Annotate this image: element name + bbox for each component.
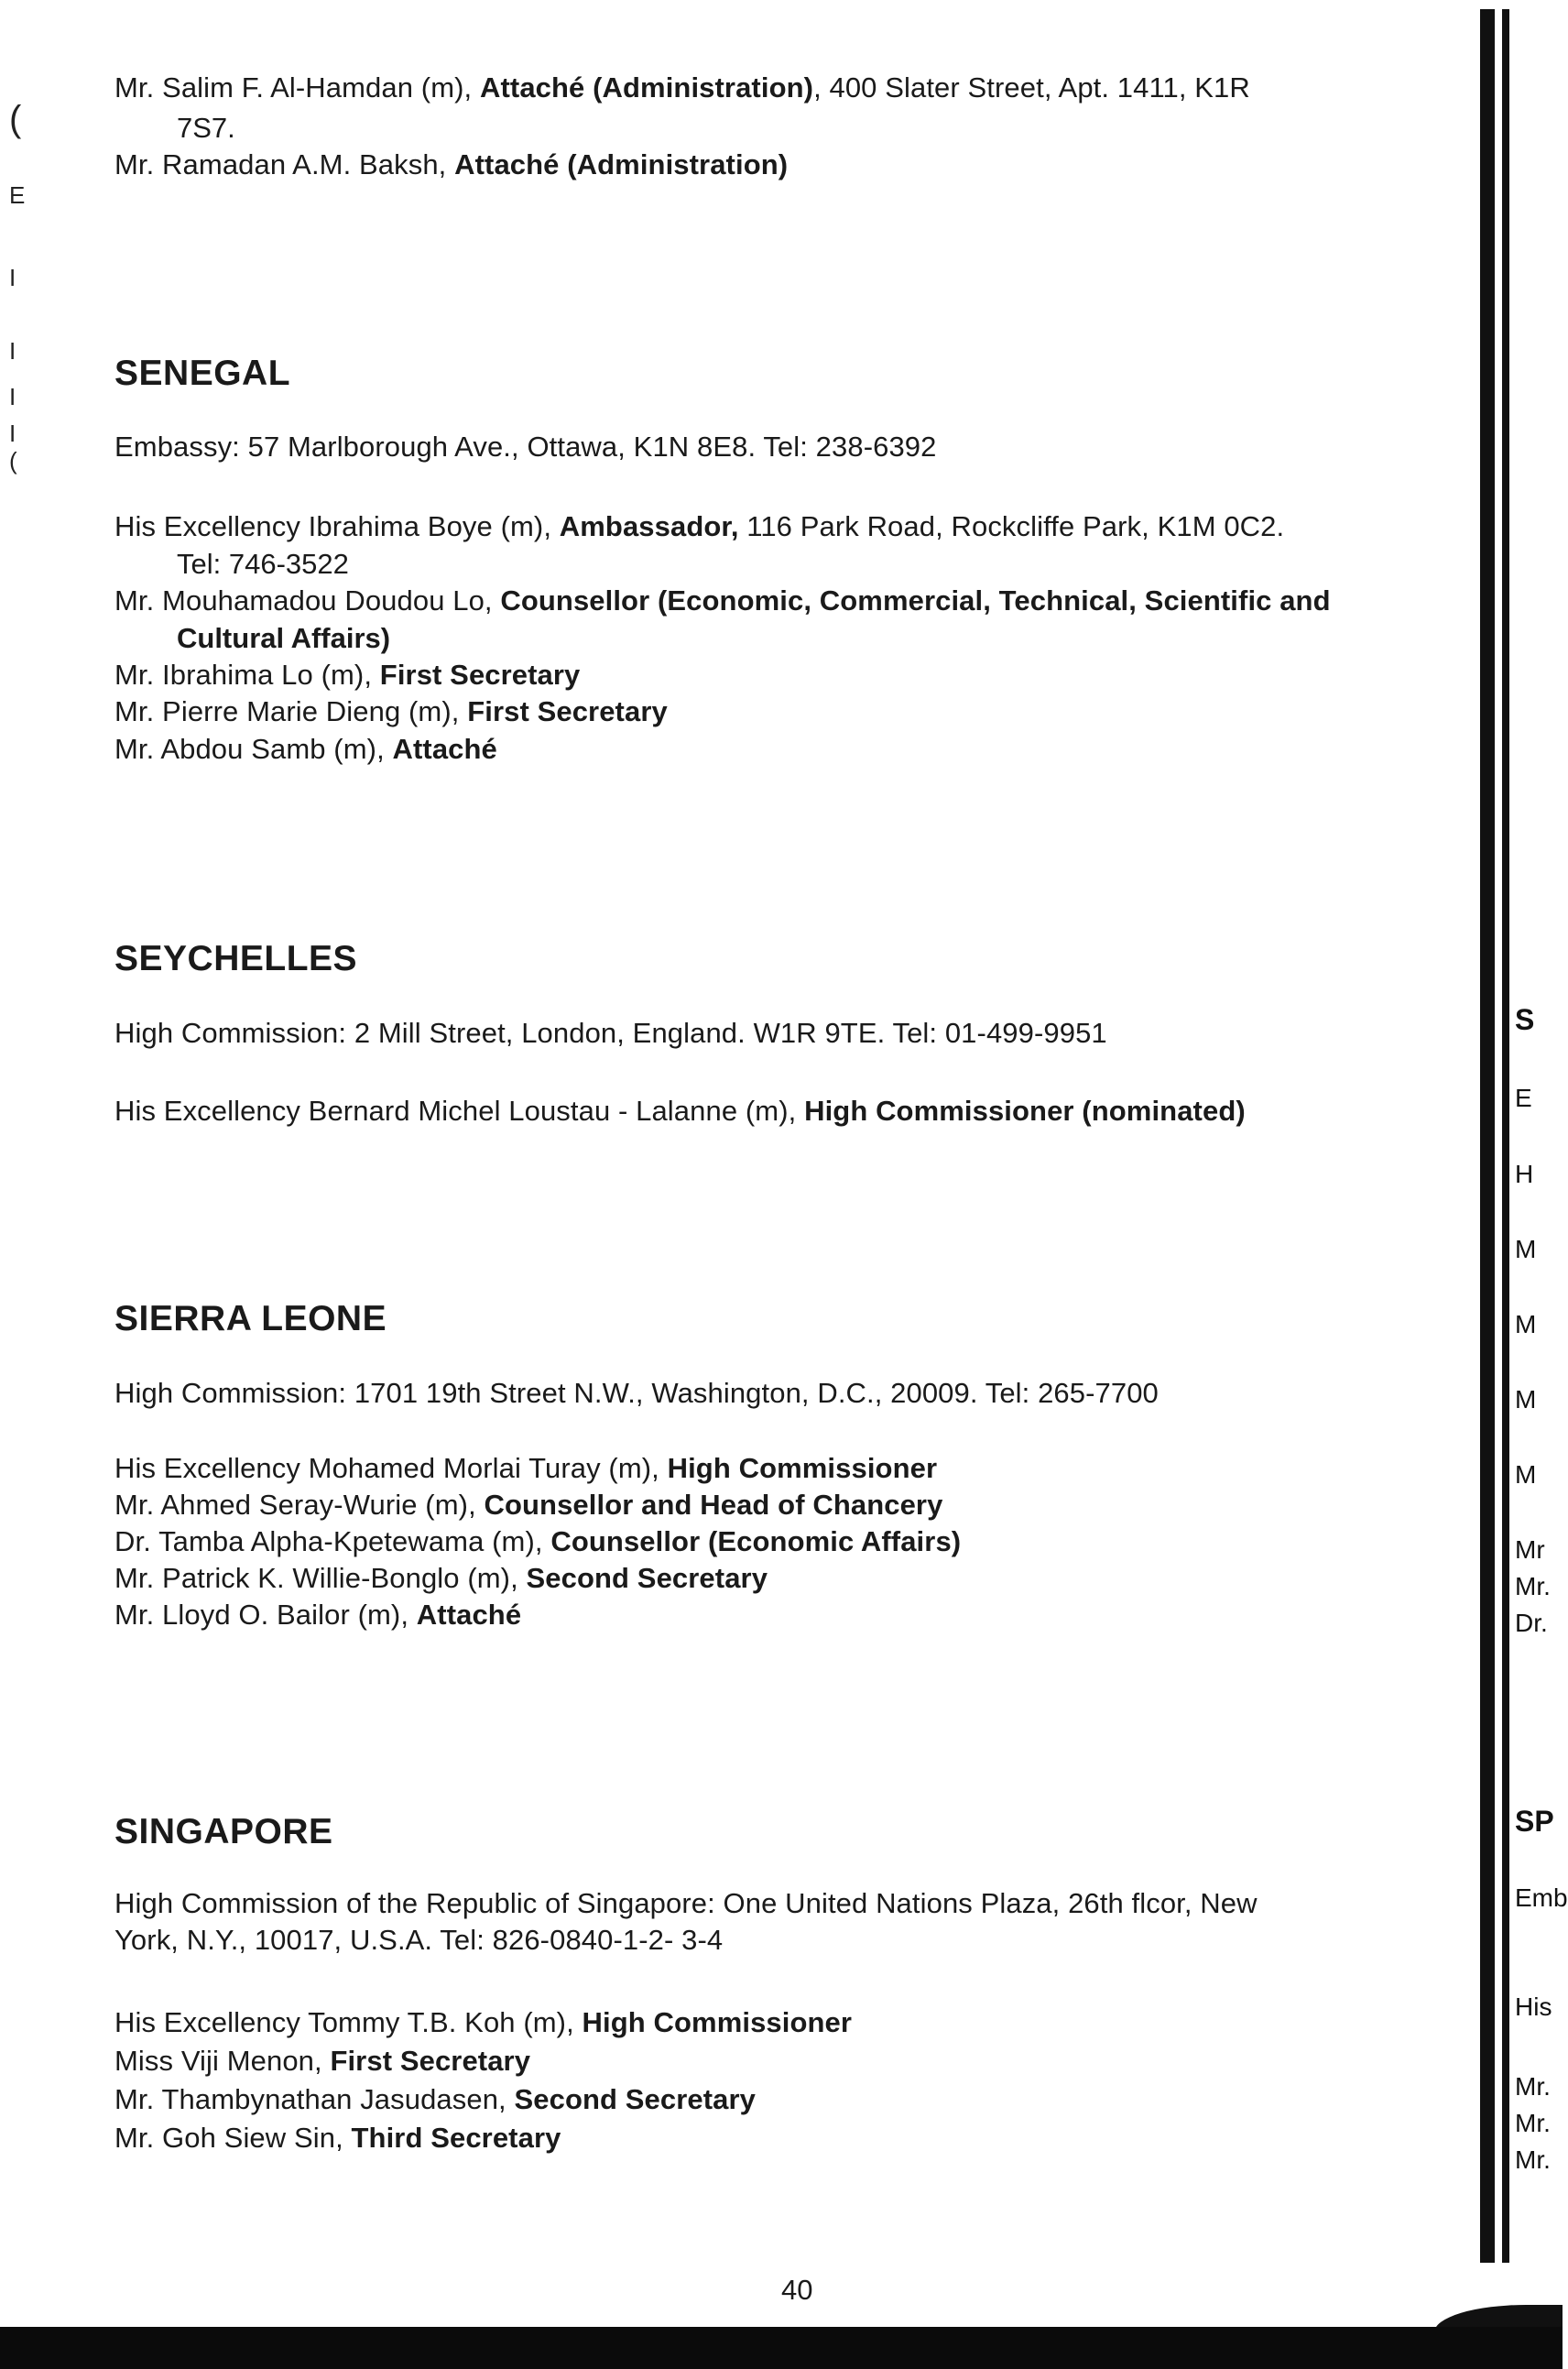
entry-title: High Commissioner [582,2006,853,2038]
entry-name: Dr. Tamba Alpha-Kpetewama (m), [114,1525,551,1557]
entry-line [114,695,668,728]
entry-line [114,1599,521,1632]
entry-name: Mr. Mouhamadou Doudou Lo, [114,584,501,617]
entry-continuation: Cultural Affairs) [177,622,391,654]
entry-line [114,1095,1246,1128]
mission-address: Embassy: 57 Marlborough Ave., Ottawa, K1N 8E8. Tel: 238-6392 [114,431,937,463]
right-fragment: Mr. [1515,2109,1551,2137]
entry-line [114,148,788,181]
entry-address: , 400 Slater Street, Apt. 1411, K1R [813,71,1250,104]
entry-continuation: Tel: 746-3522 [177,548,349,580]
entry-line [114,1562,768,1595]
entry-title: Second Secretary [514,2083,756,2115]
right-fragment: M [1515,1310,1537,1338]
right-fragment: Dr. [1515,1609,1548,1637]
left-fragment: I [9,383,16,410]
entry-line [114,2083,756,2116]
entry-address: 116 Park Road, Rockcliffe Park, K1M 0C2. [738,510,1285,542]
right-fragment: SP [1515,1805,1554,1838]
mission-address: High Commission: 1701 19th Street N.W., Washington, D.C., 20009. Tel: 265-7700 [114,1377,1159,1409]
entry-line [114,1452,937,1485]
right-fragment: M [1515,1235,1537,1263]
entry-name: His Excellency Tommy T.B. Koh (m), [114,2006,583,2038]
left-page-edge [0,0,64,2369]
entry-name: Mr. Pierre Marie Dieng (m), [114,695,468,727]
entry-name: Mr. Abdou Samb (m), [114,733,393,765]
right-fragment: S [1515,1003,1535,1036]
country-heading-seychelles: SEYCHELLES [114,939,358,978]
entry-title: Second Secretary [526,1562,768,1594]
entry-line [114,2006,852,2039]
entry-line [114,584,1331,617]
right-fragment: Emb [1515,1883,1568,1912]
page-number: 40 [781,2274,813,2306]
entry-name: Miss Viji Menon, [114,2045,331,2077]
right-fragment: M [1515,1460,1537,1489]
mission-address: High Commission of the Republic of Singapore: One United Nations Plaza, 26th flcor, New [114,1887,1258,1919]
entry-title: Attaché (Administration) [454,148,789,180]
entry-title: Counsellor and Head of Chancery [484,1489,943,1521]
entry-title: Attaché [392,733,497,765]
entry-name: Mr. Ramadan A.M. Baksh, [114,148,455,180]
entry-title: Attaché [416,1599,522,1631]
country-heading-sierra-leone: SIERRA LEONE [114,1299,387,1338]
left-fragment: E [9,181,26,209]
entry-title: Attaché (Administration) [479,71,814,104]
entry-title: Ambassador, [559,510,739,542]
right-fragment: H [1515,1160,1534,1188]
left-fragment: I [9,337,16,365]
right-fragment: E [1515,1084,1532,1112]
left-fragment: ( [9,447,17,475]
entry-line [114,1489,942,1522]
entry-line [114,2122,561,2155]
left-fragment: I [9,420,16,447]
entry-title: Counsellor (Economic Affairs) [550,1525,962,1557]
binding-shadow-inner [1502,9,1509,2263]
entry-continuation: 7S7. [177,112,235,144]
entry-name: His Excellency Mohamed Morlai Turay (m), [114,1452,668,1484]
country-heading-senegal: SENEGAL [114,354,291,393]
right-fragment: Mr. [1515,2072,1551,2101]
binding-shadow [1480,9,1495,2263]
entry-title: First Secretary [379,659,581,691]
right-fragment: Mr [1515,1535,1545,1564]
left-fragment: I [9,264,16,291]
bottom-scan-edge [0,2327,1563,2369]
entry-name: His Excellency Ibrahima Boye (m), [114,510,560,542]
entry-line [114,510,1284,543]
right-fragment: M [1515,1385,1537,1414]
entry-name: Mr. Patrick K. Willie-Bonglo (m), [114,1562,527,1594]
country-heading-singapore: SINGAPORE [114,1812,333,1851]
entry-line [114,2045,530,2078]
entry-line [114,1525,961,1558]
mission-address-continued: York, N.Y., 10017, U.S.A. Tel: 826-0840-1-2- 3-4 [114,1924,724,1956]
entry-title: High Commissioner (nominated) [804,1095,1246,1127]
entry-title: Counsellor (Economic, Commercial, Technical, Scientific and [500,584,1331,617]
entry-name: Mr. Salim F. Al-Hamdan (m), [114,71,480,104]
entry-title: High Commissioner [667,1452,938,1484]
left-fragment: ( [9,99,22,139]
entry-name: His Excellency Bernard Michel Loustau - Lalanne (m), [114,1095,805,1127]
entry-line [114,733,497,766]
entry-line [114,659,580,692]
entry-title: Third Secretary [351,2122,561,2154]
entry-name: Mr. Ibrahima Lo (m), [114,659,380,691]
entry-title: First Secretary [330,2045,531,2077]
entry-name: Mr. Lloyd O. Bailor (m), [114,1599,417,1631]
entry-name: Mr. Goh Siew Sin, [114,2122,352,2154]
entry-name: Mr. Thambynathan Jasudasen, [114,2083,515,2115]
entry-line [114,71,1250,104]
right-fragment: Mr. [1515,2145,1551,2174]
mission-address: High Commission: 2 Mill Street, London, England. W1R 9TE. Tel: 01-499-9951 [114,1017,1107,1049]
facing-page-strip [1480,0,1568,2369]
right-fragment: His [1515,1992,1552,2021]
entry-title: First Secretary [467,695,668,727]
entry-name: Mr. Ahmed Seray-Wurie (m), [114,1489,485,1521]
right-fragment: Mr. [1515,1572,1551,1600]
